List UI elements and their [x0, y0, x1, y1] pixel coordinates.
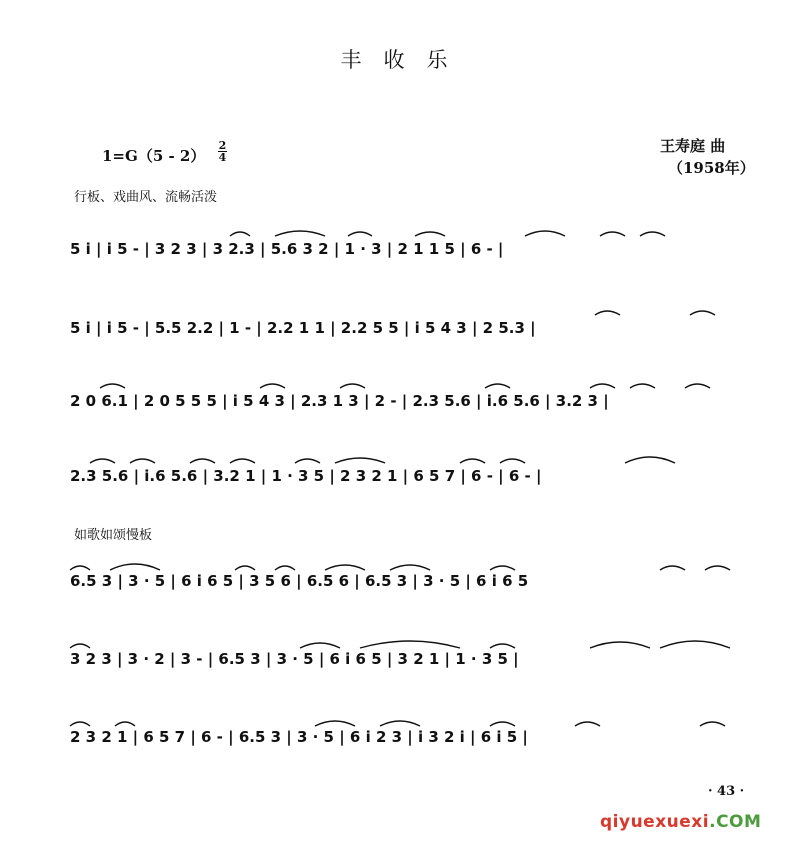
score-line-3	[70, 380, 760, 420]
notation-line-5: 6.5 3 | 3 · 5 | 6 i 6 5 | 3 5 6 | 6.5 6 | 6.5 3 | 3 · 5 | 6 i 6 5	[70, 572, 529, 590]
score-line-6	[70, 638, 760, 678]
notation-line-6: 3 2 3 | 3 · 2 | 3 - | 6.5 3 | 3 · 5 | 6 i 6 5 | 3 2 1 | 1 · 3 5 |	[70, 650, 519, 668]
composer-credit: 王寿庭 曲	[660, 137, 726, 155]
meter-denominator: 4	[218, 151, 227, 164]
time-signature	[218, 140, 227, 163]
composition-year: （1958年）	[668, 159, 755, 177]
notation-line-4: 2.3 5.6 | i.6 5.6 | 3.2 1 | 1 · 3 5 | 2 3 2 1 | 6 5 7 | 6 - | 6 - |	[70, 467, 542, 485]
score-line-2	[70, 307, 760, 347]
notation-line-7: 2 3 2 1 | 6 5 7 | 6 - | 6.5 3 | 3 · 5 | 6 i 2 3 | i 3 2 i | 6 i 5 |	[70, 728, 528, 746]
score-line-1	[70, 228, 760, 268]
meter-numerator: 2	[218, 139, 227, 152]
watermark-brand: qiyuexuexi	[600, 812, 710, 832]
score-line-5	[70, 560, 760, 600]
page-number: · 43 ·	[708, 784, 745, 799]
score-line-7	[70, 716, 760, 756]
site-watermark	[600, 812, 761, 832]
notation-line-3: 2 0 6.1 | 2 0 5 5 5 | i 5 4 3 | 2.3 1 3 | 2 - | 2.3 5.6 | i.6 5.6 | 3.2 3 |	[70, 392, 609, 410]
score-line-4	[70, 455, 760, 495]
notation-line-2: 5 i | i 5 - | 5.5 2.2 | 1 - | 2.2 1 1 | 2.2 5 5 | i 5 4 3 | 2 5.3 |	[70, 319, 536, 337]
score-title: 丰收乐	[340, 48, 470, 72]
key-signature: 1=G（5 - 2）	[102, 147, 206, 165]
watermark-domain: .COM	[709, 812, 762, 832]
notation-line-1: 5 i | i 5 - | 3 2 3 | 3 2.3 | 5.6 3 2 | 1 · 3 | 2 1 1 5 | 6 - |	[70, 240, 504, 258]
tempo-marking-2: 如歌如颂慢板	[74, 528, 153, 543]
tempo-marking-1: 行板、戏曲风、流畅活泼	[74, 190, 218, 205]
